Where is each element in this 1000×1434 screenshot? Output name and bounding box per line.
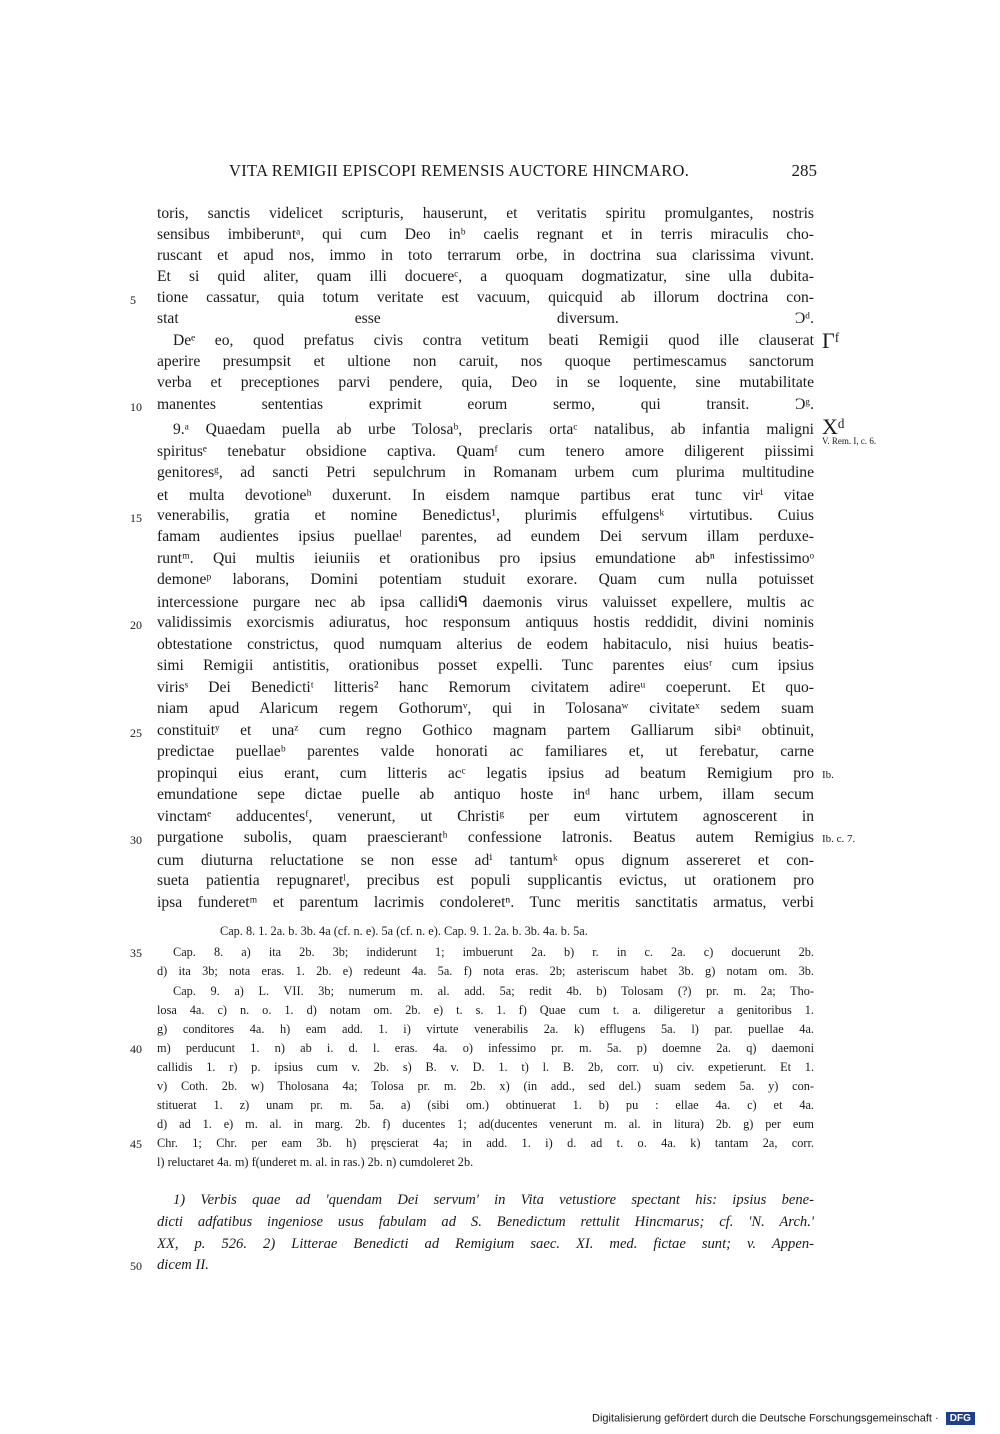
line-number: 25: [130, 726, 142, 740]
footnote-line: dicem II.: [157, 1257, 209, 1273]
text-line: cum diuturna reluctatione se non esse adⁱ tantumᵏ opus dignum assereret et con-: [157, 852, 814, 869]
margin-sigil: Χᵈ: [822, 414, 845, 439]
text-line: 9.ᵃ Quaedam puella ab urbe Tolosaᵇ, preclaris ortaᶜ natalibus, ab infantia maligni: [173, 421, 814, 438]
text-line: venerabilis, gratia et nomine Benedictus¹, plurimis effulgensᵏ virtutibus. Cuius: [157, 507, 814, 524]
running-head: VITA REMIGII EPISCOPI REMENSIS AUCTORE HINCMARO.: [229, 161, 690, 180]
text-line: sueta patientia repugnaretˡ, precibus est populi supplicantis evictus, ut orationem pro: [157, 872, 814, 889]
text-line: vinctamᵉ adducentesᶠ, venerunt, ut Christiᵍ per eum virtutem agnoscerent in: [157, 808, 814, 825]
line-number: 15: [130, 511, 142, 525]
apparatus-line: losa 4a. c) n. o. 1. d) notam om. 2b. e) t. s. 1. f) Quae cum t. a. diligeretur a genitoribus 1.: [157, 1003, 814, 1017]
apparatus-line: Chr. 1; Chr. per eam 3b. h) pręscierat 4a; in add. 1. i) d. ad t. o. 4a. k) tantam 2a, corr.: [157, 1136, 814, 1150]
text-line: spiritusᵉ tenebatur obsidione captiva. Quamᶠ cum tenero amore diligerent piissimi: [157, 443, 814, 460]
footnote-line: XX, p. 526. 2) Litterae Benedicti ad Remigium saec. XI. med. fictae sunt; v. Appen-: [157, 1236, 814, 1252]
text-line: verba et preceptiones parvi pendere, quia, Deo in se loquente, sine mutabilitate: [157, 374, 814, 391]
apparatus-line: l) reluctaret 4a. m) f(underet m. al. in ras.) 2b. n) cumdoleret 2b.: [157, 1155, 474, 1169]
apparatus-line: callidis 1. r) p. ipsius cum v. 2b. s) B. v. D. 1. t) l. B. 2b, corr. u) civ. expetierunt. Et 1.: [157, 1060, 814, 1074]
page-number: 285: [791, 161, 817, 180]
text-line: intercessione purgare nec ab ipsa callidiᑫ daemonis virus valuisset expellere, multis ac: [157, 594, 814, 611]
apparatus-line: d) ad 1. e) m. al. in marg. 2b. f) ducentes 1; ad(ducentes venerunt m. al. in litura) 2b. g) per eum: [157, 1117, 814, 1131]
line-number: 30: [130, 833, 142, 847]
margin-sigil: Γᶠ: [822, 328, 840, 353]
apparatus-line: d) ita 3b; nota eras. 1. 2b. e) redeunt 4a. 5a. f) nota eras. 2b; asteriscum habet 3b. g) notam om. 3b.: [157, 964, 814, 978]
text-line: ruscant et apud nos, immo in toto terrarum orbe, in doctrina sua clarissima vivunt.: [157, 247, 814, 264]
footnote-line: 1) Verbis quae ad 'quendam Dei servum' in Vita vetustiore spectant his: ipsius bene-: [173, 1192, 814, 1208]
apparatus-line: m) perducunt 1. n) ab i. d. l. eras. 4a. o) infessimo pr. m. 5a. p) doemne 2a. q) daemoni: [157, 1041, 814, 1055]
line-number: 45: [130, 1137, 142, 1151]
text-line: demoneᵖ laborans, Domini potentiam studuit exorare. Quam cum nulla potuisset: [157, 571, 814, 588]
margin-note: Ib. c. 7.: [822, 833, 856, 845]
apparatus-line: Cap. 8. a) ita 2b. 3b; indiderunt 1; imbuerunt 2a. b) r. in c. 2a. c) docuerunt 2b.: [173, 945, 814, 959]
text-line: aperire presumpsit et ultione non caruit, nos quoque pertimescamus sanctorum: [157, 353, 814, 370]
margin-note: Ib.: [822, 769, 834, 781]
text-line: Et si quid aliter, quam illi docuereᶜ, a quoquam dogmatizatur, sine ulla dubita-: [157, 268, 814, 285]
text-line: propinqui eius erant, cum litteris acᶜ legatis ipsius ad beatum Remigium pro: [157, 765, 814, 782]
line-number: 40: [130, 1042, 142, 1056]
text-line: virisˢ Dei Benedictiᵗ litteris² hanc Remorum civitatem adireᵘ coeperunt. Et quo-: [157, 679, 814, 696]
apparatus-line: stituerat 1. z) unam pr. m. 5a. a) (sibi om.) obtinuerat 1. b) pu : ellae 4a. c) et 4a.: [157, 1098, 814, 1112]
dfg-logo: DFG: [946, 1412, 975, 1425]
line-number: 5: [130, 293, 136, 307]
text-line: et multa devotioneʰ duxerunt. In eisdem namque partibus erat tunc virⁱ vitae: [157, 487, 814, 504]
text-line: validissimis exorcismis adiuratus, hoc responsum antiquus hostis reddidit, divini nominis: [157, 614, 814, 631]
text-line: purgatione subolis, quam praescierantʰ confessione latronis. Beatus autem Remigius: [157, 829, 814, 846]
footnote-line: dicti adfatibus ingeniose usus fabulam ad S. Benedictum rettulit Hincmarus; cf. 'N. Arch.': [157, 1214, 814, 1230]
text-line: emundatione sepe dictae puelle ab antiquo hoste inᵈ hanc urbem, illam secum: [157, 786, 814, 803]
margin-note: [822, 414, 876, 446]
text-line: simi Remigii antistitis, orationibus posset expelli. Tunc parentes eiusʳ cum ipsius: [157, 657, 814, 674]
line-number: 20: [130, 618, 142, 632]
text-line: niam apud Alaricum regem Gothorumᵛ, qui in Tolosanaʷ civitateˣ sedem suam: [157, 700, 814, 717]
line-number: 35: [130, 946, 142, 960]
line-number: 10: [130, 400, 142, 414]
page-header: [157, 161, 817, 185]
text-line: Deᵉ eo, quod prefatus civis contra vetitum beati Remigii quod ille clauserat: [173, 332, 814, 349]
line-number: 50: [130, 1259, 142, 1273]
text-line: ipsa funderetᵐ et parentum lacrimis condoleretⁿ. Tunc meritis sanctitatis armatus, verbi: [157, 894, 814, 911]
apparatus-line: v) Coth. 2b. w) Tholosana 4a; Tolosa pr. m. 2b. x) (in add., sed del.) suam sedem 5a. y) con-: [157, 1079, 814, 1093]
margin-note: [822, 328, 839, 354]
credit-text: Digitalisierung gefördert durch die Deutsche Forschungsgemeinschaft ·: [592, 1412, 939, 1425]
apparatus-line: Cap. 8. 1. 2a. b. 3b. 4a (cf. n. e). 5a (cf. n. e). Cap. 9. 1. 2a. b. 3b. 4a. b. 5a.: [220, 924, 588, 938]
text-line: obtestatione constrictus, quod numquam alterius de eodem habitaculo, nisi huius beatis-: [157, 636, 814, 653]
apparatus-line: g) conditores 4a. h) eam add. 1. i) virtute venerabilis 2a. k) efflugens 5a. l) par. puellae 4a.: [157, 1022, 814, 1036]
text-line: constituitʸ et unaᶻ cum regno Gothico magnam partem Galliarum sibiᵃ obtinuit,: [157, 722, 814, 739]
digitization-credit: [592, 1412, 992, 1428]
text-line: stat esse diversum. Ɔᵈ.: [157, 310, 814, 327]
text-line: toris, sanctis videlicet scripturis, hauserunt, et veritatis spiritu promulgantes, nostris: [157, 205, 814, 222]
apparatus-line: Cap. 9. a) L. VII. 3b; numerum m. al. add. 5a; redit 4b. b) Tolosam (?) pr. m. 2a; Tho-: [173, 984, 814, 998]
text-line: manentes sententias exprimit eorum sermo, qui transit. Ɔᵍ.: [157, 396, 814, 413]
text-line: sensibus imbiberuntᵃ, qui cum Deo inᵇ caelis regnant et in terris miraculis cho-: [157, 226, 814, 243]
text-line: tione cassatur, quia totum veritate est vacuum, quicquid ab illorum doctrina con-: [157, 289, 814, 306]
text-line: genitoresᵍ, ad sancti Petri sepulchrum in Romanam urbem cum plurima multitudine: [157, 464, 814, 481]
text-line: famam audientes ipsius puellaeˡ parentes, ad eundem Dei servum illam perduxe-: [157, 528, 814, 545]
text-line: predictae puellaeᵇ parentes valde honorati ac familiares et, ut ferebatur, carne: [157, 743, 814, 760]
text-line: runtᵐ. Qui multis ieiuniis et orationibus pro ipsius emundatione abⁿ infestissimoᵒ: [157, 550, 814, 567]
margin-reference: V. Rem. I, c. 6.: [822, 436, 877, 446]
